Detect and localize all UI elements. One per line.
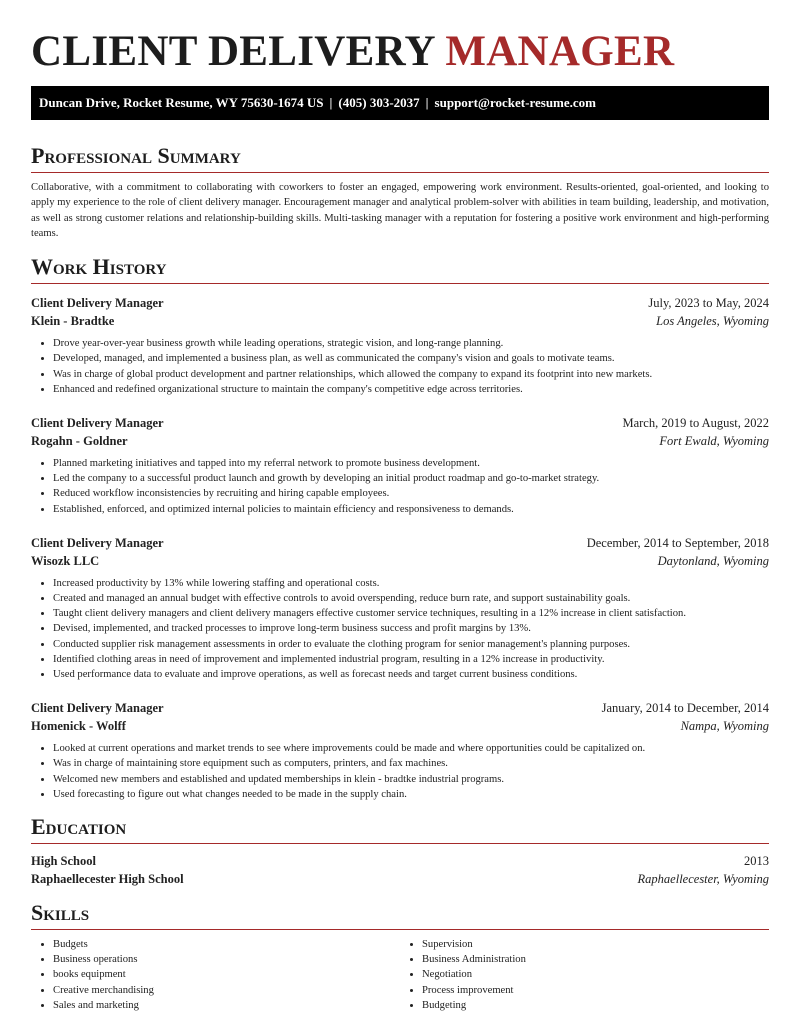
contact-bar [31,86,769,120]
job-bullet: • Devised, implemented, and tracked processes to improve long-term business success and profit margins by 13%. [53,621,769,636]
education-school-row [31,870,769,888]
job-location: Los Angeles, Wyoming [656,314,769,329]
job-bullets [31,741,769,802]
page-title [31,0,769,77]
job-bullets [31,336,769,397]
job-company: Klein - Bradtke [31,314,115,329]
job-bullet: • Enhanced and redefined organizational structure to maintain the company's competitive edge across territories. [53,382,769,397]
title-accent: MANAGER [445,28,675,75]
job-role: Client Delivery Manager [31,296,164,311]
skill-item: • Creative merchandising [53,983,400,998]
skill-item: • Budgeting [422,998,769,1013]
education-section [31,813,769,888]
job-company-row [31,717,769,735]
contact-phone[interactable]: (405) 303-2037 [338,95,420,110]
skill-item: • Sales and marketing [53,998,400,1013]
job-entry [31,414,769,517]
job-dates: July, 2023 to May, 2024 [648,296,769,311]
job-bullet: • Identified clothing areas in need of improvement and implemented industrial program, resulting in a 12% increase in productivity. [53,652,769,667]
job-dates: December, 2014 to September, 2018 [586,535,769,550]
job-dates: January, 2014 to December, 2014 [601,701,769,716]
section-title-work-history: Work History [31,253,769,284]
job-location: Fort Ewald, Wyoming [659,434,769,448]
skill-item: • Negotiation [422,967,769,982]
job-bullet: • Taught client delivery managers and client delivery managers effective customer service techniques, resulting in a 12% increase in client satisfaction. [53,606,769,621]
education-row [31,852,769,870]
job-bullet: • Was in charge of maintaining store equipment such as computers, printers, and fax machines. [53,756,769,771]
job-role: Client Delivery Manager [31,701,164,716]
skill-item: • Process improvement [422,983,769,998]
job-bullet: • Used forecasting to figure out what changes needed to be made in the supply chain. [53,787,769,802]
job-bullets [31,576,769,682]
education-school: Raphaellecester High School [31,872,184,887]
summary-text: Collaborative, with a commitment to collaborating with coworkers to foster an engaged, empowering work environment. Results-oriented, goal-oriented, and looking to apply my experience to the role of client delivery manager. Encouragement manager and analytical problem-solver with abilities in team building, leadership, and motivation, as well as strong customer relations and relationship-building skills. Multi-tasking manager with a reputation for fostering a positive work environment and high-performing teams. [31,182,769,239]
job-bullet: • Was in charge of global product development and partner relationships, which allowed the company to expand its footprint into new markets. [53,367,769,382]
skill-item: • Business Administration [422,952,769,967]
job-header-row [31,294,769,312]
job-bullet: • Looked at current operations and market trends to see where improvements could be made and where opportunities could be capitalized on. [53,741,769,756]
education-location: Raphaellecester, Wyoming [637,872,769,887]
education-degree: High School [31,854,96,869]
job-entry [31,534,769,682]
contact-address: Duncan Drive, Rocket Resume, WY 75630-1674 US [39,95,324,110]
contact-separator: | [425,95,429,110]
job-dates: March, 2019 to August, 2022 [622,416,769,430]
job-role: Client Delivery Manager [31,535,164,550]
job-location: Nampa, Wyoming [680,719,769,734]
job-location: Daytonland, Wyoming [657,553,769,568]
job-bullet: • Created and managed an annual budget with effective controls to avoid overspending, reduce burn rate, and support sustainability goals. [53,591,769,606]
job-bullet: • Conducted supplier risk management assessments in order to evaluate the clothing program for senior management's planning purposes. [53,637,769,652]
section-title-summary: Professional Summary [31,142,769,173]
job-bullet: • Drove year-over-year business growth while leading operations, strategic vision, and long-range planning. [53,336,769,351]
contact-separator: | [329,95,333,110]
job-company-row [31,312,769,330]
job-entry [31,699,769,802]
work-history-section [31,253,769,802]
job-bullet: • Led the company to a successful product launch and growth by developing an initial product roadmap and go-to-market strategy. [53,471,769,486]
skills-section [31,899,769,1013]
skill-item: • books equipment [53,967,400,982]
job-company-row [31,552,769,570]
job-company-row [31,432,769,450]
job-bullet: • Reduced workflow inconsistencies by recruiting and hiring capable employees. [53,486,769,501]
job-header-row [31,414,769,432]
job-header-row [31,534,769,552]
title-main: CLIENT DELIVERY [31,28,435,75]
summary-section [31,142,769,241]
education-year: 2013 [744,854,769,869]
section-title-education: Education [31,813,769,844]
job-company: Homenick - Wolff [31,719,126,734]
skill-item: • Supervision [422,937,769,952]
job-bullet: • Welcomed new members and established and updated memberships in klein - bradtke industrial programs. [53,772,769,787]
job-bullet: • Established, enforced, and optimized internal policies to maintain efficiency and responsiveness to demands. [53,502,769,517]
job-bullet: • Increased productivity by 13% while lowering staffing and operational costs. [53,576,769,591]
job-bullet: • Planned marketing initiatives and tapped into my referral network to promote business development. [53,456,769,471]
job-company: Rogahn - Goldner [31,434,128,448]
job-bullet: • Developed, managed, and implemented a business plan, as well as communicated the company's vision and goals to motivate teams. [53,351,769,366]
job-company: Wisozk LLC [31,553,100,568]
skills-list [31,937,769,1013]
skill-item: • Business operations [53,952,400,967]
job-bullet: • Used performance data to evaluate and improve operations, as well as forecast needs and target current business conditions. [53,667,769,682]
contact-email[interactable]: support@rocket-resume.com [434,95,596,110]
job-list [31,294,769,802]
skill-item: • Budgets [53,937,400,952]
job-bullets [31,456,769,517]
job-header-row [31,699,769,717]
job-role: Client Delivery Manager [31,416,164,430]
section-title-skills: Skills [31,899,769,930]
job-entry [31,294,769,397]
skills-column-right [400,937,769,1013]
skills-column-left [31,937,400,1013]
